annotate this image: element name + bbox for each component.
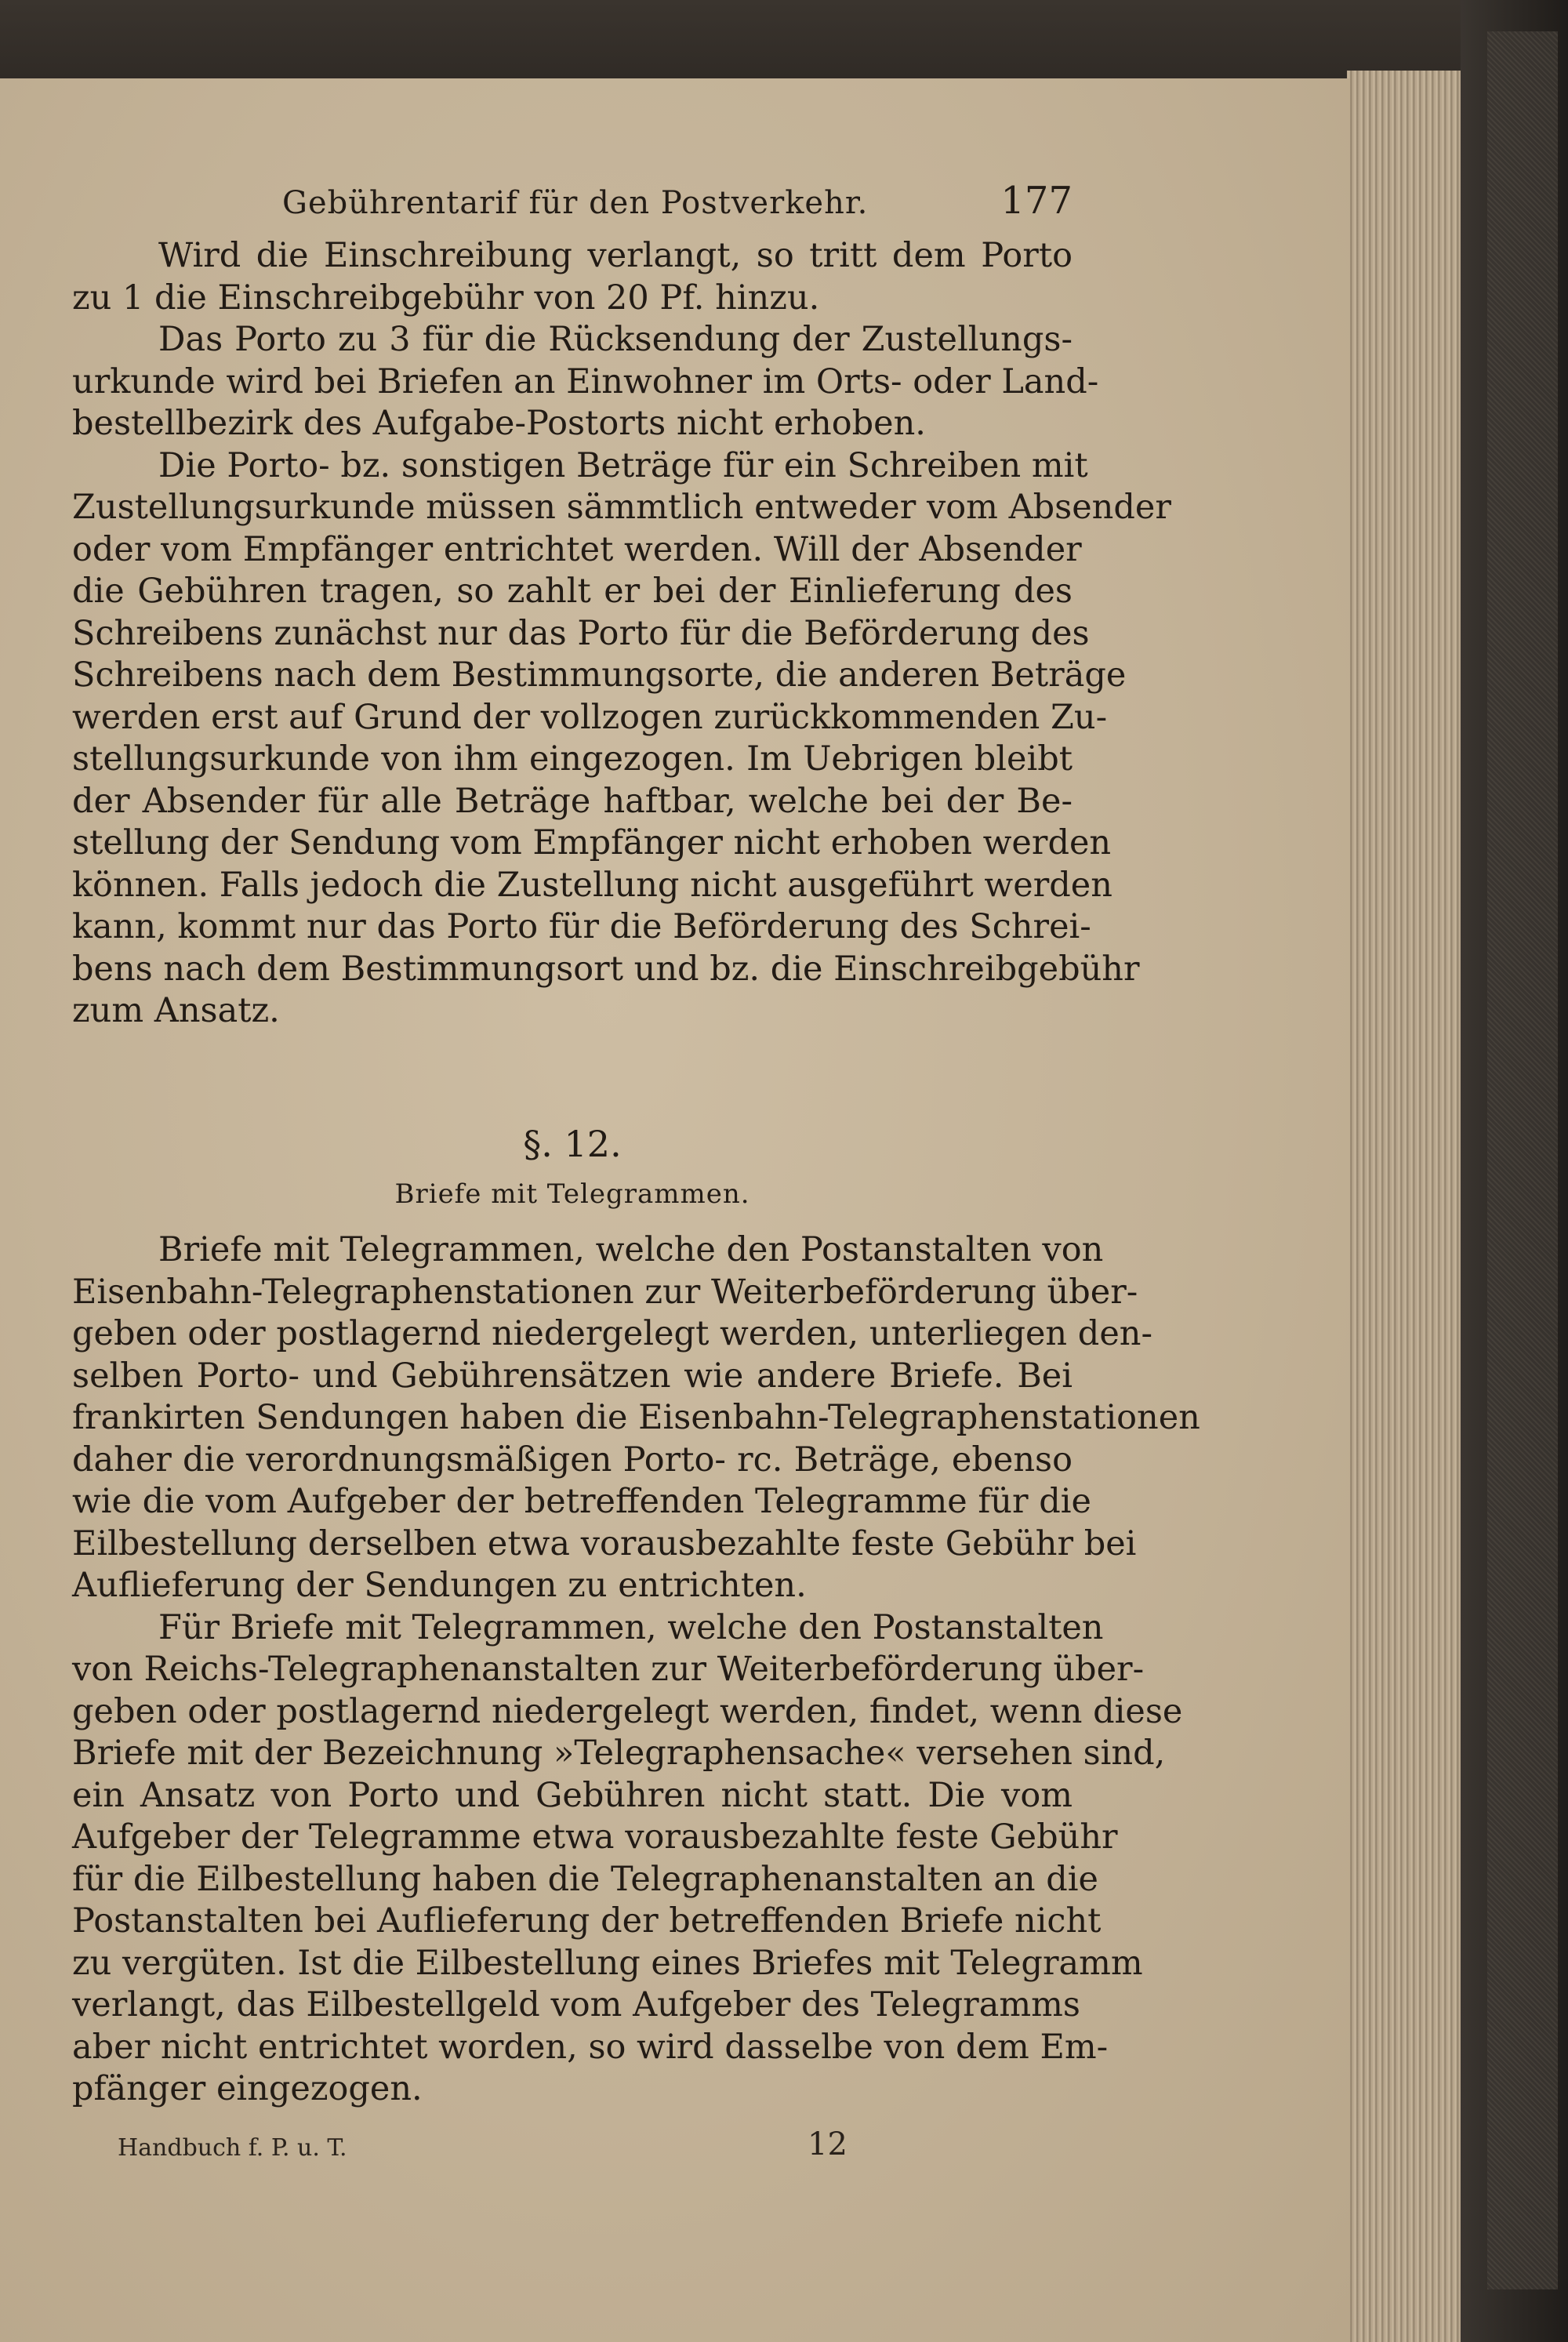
section-title: Briefe mit Telegrammen. — [394, 1178, 750, 1210]
text-line: aber nicht entrichtet worden, so wird dasselbe von dem Em- — [72, 2027, 1109, 2067]
text-line: der Absender für alle Beträge haftbar, welche bei der Be- — [72, 781, 1073, 821]
text-line: wie die vom Aufgeber der betreffenden Telegramme für die — [72, 1482, 1091, 1521]
text-line: selben Porto- und Gebührensätzen wie andere Briefe. Bei — [72, 1356, 1073, 1396]
text-line: kann, kommt nur das Porto für die Beförderung des Schrei- — [72, 907, 1091, 946]
text-line: Eilbestellung derselben etwa vorausbezahlte feste Gebühr bei — [72, 1523, 1137, 1563]
page-number: 177 — [1000, 179, 1073, 223]
text-line: ein Ansatz von Porto und Gebühren nicht statt. Die vom — [72, 1775, 1073, 1815]
text-line: bestellbezirk des Aufgabe-Postorts nicht erhoben. — [72, 404, 926, 443]
paragraph — [72, 1607, 1183, 2111]
text-line: stellung der Sendung vom Empfänger nicht erhoben werden — [72, 823, 1112, 862]
text-line: für die Eilbestellung haben die Telegraphenanstalten an die — [72, 1859, 1098, 1899]
text-line: die Gebühren tragen, so zahlt er bei der Einlieferung des — [72, 572, 1073, 611]
text-line: stellungsurkunde von ihm eingezogen. Im Uebrigen bleibt — [72, 739, 1073, 779]
text-line: können. Falls jedoch die Zustellung nicht ausgeführt werden — [72, 865, 1112, 905]
sheet-signature: 12 — [808, 2126, 848, 2162]
page-footer — [118, 2123, 1058, 2162]
text-line: Briefe mit der Bezeichnung »Telegraphensache« versehen sind, — [72, 1734, 1166, 1773]
book-cover-top — [0, 0, 1568, 86]
text-line: geben oder postlagernd niedergelegt werden, unterliegen den- — [72, 1314, 1152, 1353]
page-edges — [1347, 71, 1461, 2342]
cover-cloth-texture — [1487, 31, 1558, 2289]
paragraph — [72, 319, 1099, 445]
paragraph — [72, 1229, 1200, 1607]
body-text-top — [72, 235, 1171, 1033]
text-line: zu vergüten. Ist die Eilbestellung eines Briefes mit Telegramm — [72, 1943, 1143, 1983]
text-line: von Reichs-Telegraphenanstalten zur Weiterbeförderung über- — [72, 1650, 1145, 1689]
text-line: Schreibens zunächst nur das Porto für die Beförderung des — [72, 613, 1090, 653]
text-line: oder vom Empfänger entrichtet werden. Will der Absender — [72, 529, 1082, 569]
text-line: verlangt, das Eilbestellgeld vom Aufgeber des Telegramms — [72, 1985, 1080, 2024]
text-line: Das Porto zu 3 für die Rücksendung der Zustellungs- — [158, 320, 1073, 359]
text-line: Postanstalten bei Auflieferung der betreffenden Briefe nicht — [72, 1901, 1102, 1941]
text-line: Auflieferung der Sendungen zu entrichten. — [72, 1566, 807, 1605]
text-line: werden erst auf Grund der vollzogen zurückkommenden Zu- — [72, 697, 1108, 737]
paragraph — [72, 235, 1073, 319]
text-line: urkunde wird bei Briefen an Einwohner im Orts- oder Land- — [72, 361, 1099, 401]
text-line: geben oder postlagernd niedergelegt werden, findet, wenn diese — [72, 1691, 1183, 1731]
text-line: Für Briefe mit Telegrammen, welche den Postanstalten — [158, 1607, 1104, 1647]
footer-book-title: Handbuch f. P. u. T. — [118, 2134, 347, 2162]
section-number: §. 12. — [523, 1123, 622, 1165]
text-line: Eisenbahn-Telegraphenstationen zur Weiterbeförderung über- — [72, 1272, 1138, 1312]
paragraph — [72, 445, 1171, 1033]
text-line: frankirten Sendungen haben die Eisenbahn-Telegraphenstationen — [72, 1398, 1200, 1437]
page-header — [282, 179, 1073, 226]
text-line: daher die verordnungsmäßigen Porto- rc. Beträge, ebenso — [72, 1440, 1073, 1480]
book-cover-right — [1461, 0, 1568, 2342]
text-line: Die Porto- bz. sonstigen Beträge für ein Schreiben mit — [158, 445, 1088, 485]
text-line: zum Ansatz. — [72, 991, 280, 1030]
text-line: zu 1 die Einschreibgebühr von 20 Pf. hinzu. — [72, 278, 820, 318]
body-text-bottom — [72, 1229, 1200, 2111]
running-title: Gebührentarif für den Postverkehr. — [282, 185, 869, 221]
text-line: Briefe mit Telegrammen, welche den Postanstalten von — [158, 1230, 1104, 1269]
text-line: Zustellungsurkunde müssen sämmtlich entweder vom Absender — [72, 488, 1171, 527]
text-line: bens nach dem Bestimmungsort und bz. die Einschreibgebühr — [72, 949, 1140, 989]
text-line: Aufgeber der Telegramme etwa vorausbezahlte feste Gebühr — [72, 1817, 1118, 1857]
text-line: Schreibens nach dem Bestimmungsorte, die anderen Beträge — [72, 655, 1127, 695]
text-line: Wird die Einschreibung verlangt, so tritt dem Porto — [158, 236, 1073, 275]
text-line: pfänger eingezogen. — [72, 2069, 423, 2108]
